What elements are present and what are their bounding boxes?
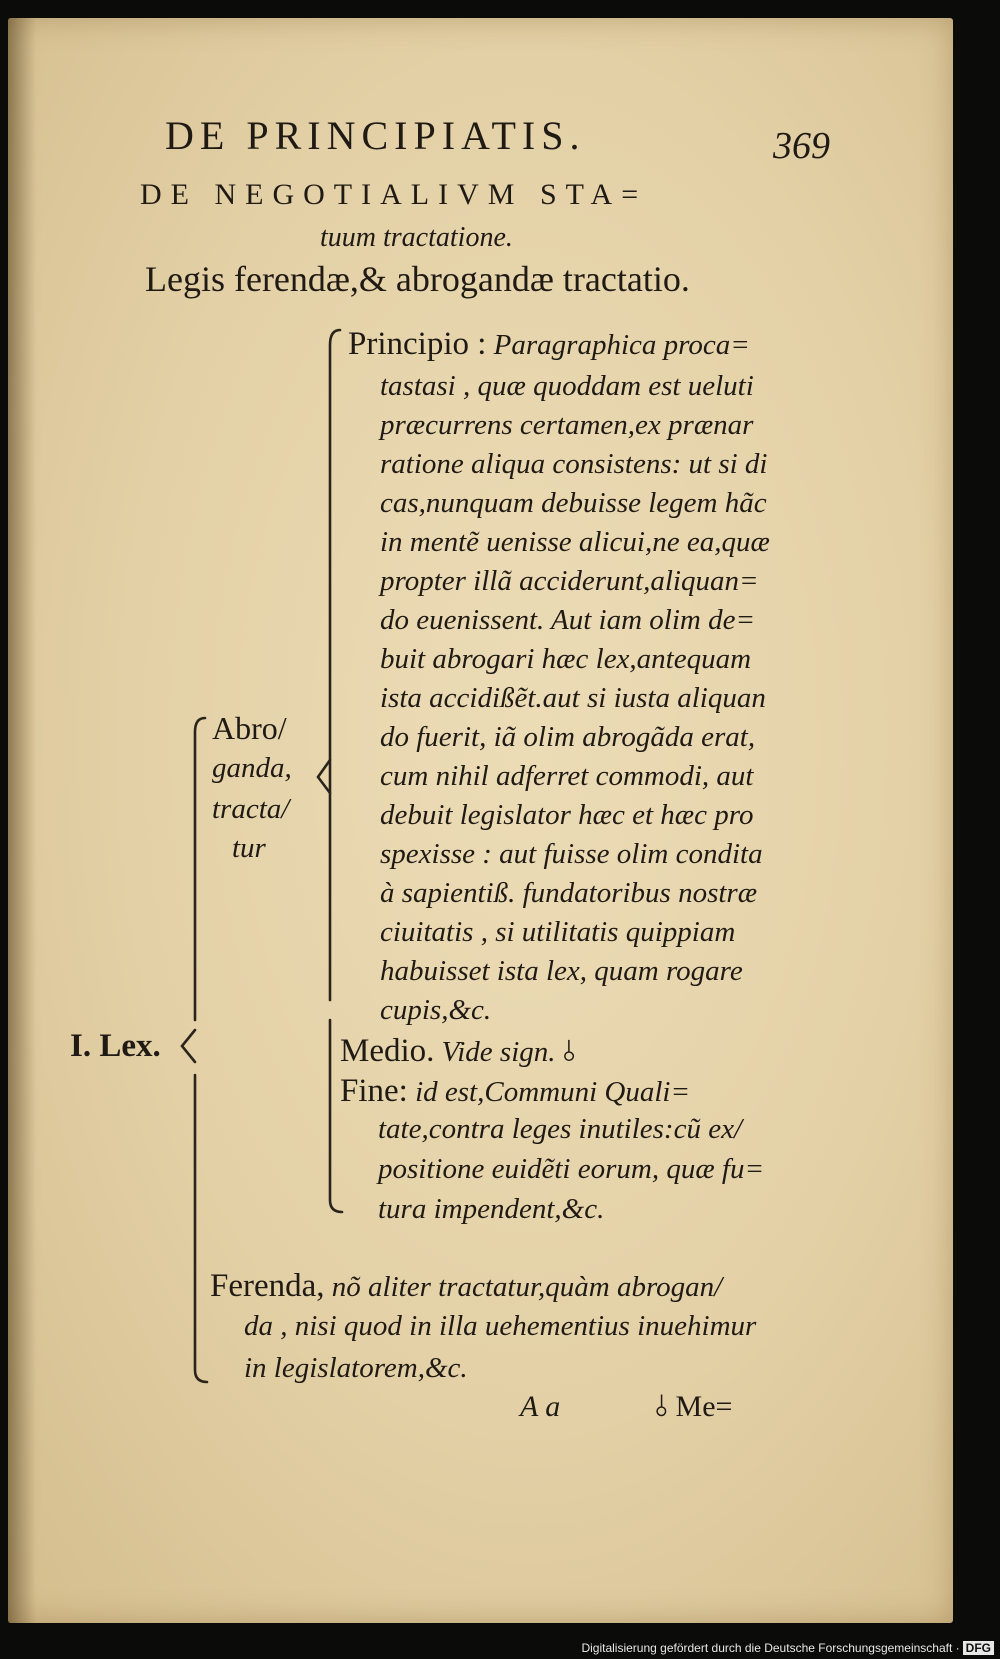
principio-line-16: habuisset ista lex, quam rogare: [380, 955, 743, 987]
heading-line-1: DE NEGOTIALIVM STA=: [140, 178, 648, 211]
abroganda-bracket: [195, 718, 205, 1020]
medio-line: [340, 1033, 575, 1070]
abroganda-label-3: tur: [232, 832, 266, 864]
ferenda-line-0: nõ aliter tractatur,quàm abrogan/: [331, 1271, 723, 1303]
principio-line-14: à sapientiß. fundatoribus nostræ: [380, 877, 758, 909]
ferenda-lead: Ferenda,: [210, 1268, 325, 1304]
principio-first-line: [348, 326, 750, 363]
fine-line-0: id est,Communi Quali=: [415, 1076, 691, 1108]
sign-mark-icon: ⫰: [562, 1036, 576, 1068]
principio-line-17: cupis,&c.: [380, 994, 492, 1026]
principio-bracket: [330, 330, 340, 1000]
principio-line-6: propter illã acciderunt,aliquan=: [380, 565, 759, 597]
principio-line-0: Paragraphica proca=: [493, 329, 750, 361]
principio-line-2: præcurrens certamen,ex prænar: [380, 409, 754, 441]
fine-line-2: positione euidẽti eorum, quæ fu=: [378, 1153, 765, 1185]
principio-line-12: debuit legislator hæc et hæc pro: [380, 799, 754, 831]
abroganda-label-2: tracta/: [212, 793, 290, 825]
page-number: 369: [773, 125, 830, 167]
principio-lead: Principio :: [348, 326, 487, 362]
abroganda-label-1: ganda,: [212, 752, 292, 784]
fine-line-3: tura impendent,&c.: [378, 1193, 605, 1225]
digitization-credit: [581, 1641, 994, 1655]
principio-line-11: cum nihil adferret commodi, aut: [380, 760, 754, 792]
abroganda-brace-point: [318, 760, 330, 793]
principio-line-13: spexisse : aut fuisse olim condita: [380, 838, 763, 870]
dfg-logo: DFG: [963, 1641, 994, 1655]
lex-brace-point: [182, 1030, 195, 1062]
principio-line-9: ista accidißẽt.aut si iusta aliquan: [380, 682, 766, 714]
running-header-title: DE PRINCIPIATIS.: [165, 113, 586, 158]
lex-bracket: [195, 1075, 207, 1382]
ferenda-line-2: in legislatorem,&c.: [244, 1352, 468, 1384]
principio-line-15: ciuitatis , si utilitatis quippiam: [380, 916, 736, 948]
fine-first-line: [340, 1073, 690, 1110]
credit-text: Digitalisierung gefördert durch die Deutsche Forschungsgemeinschaft ·: [581, 1641, 960, 1655]
principio-line-10: do fuerit, iã olim abrogãda erat,: [380, 721, 756, 753]
heading-line-3: Legis ferendæ,& abrogandæ tractatio.: [145, 259, 690, 299]
principio-line-7: do euenissent. Aut iam olim de=: [380, 604, 756, 636]
ferenda-line-1: da , nisi quod in illa uehementius inuehimur: [244, 1310, 757, 1342]
fine-line-1: tate,contra leges inutiles:cũ ex/: [378, 1113, 743, 1145]
principio-line-1: tastasi , quæ quoddam est ueluti: [380, 370, 754, 402]
catchword: ⫰ Me=: [655, 1390, 733, 1423]
root-label: I. Lex.: [70, 1028, 161, 1064]
principio-line-8: buit abrogari hæc lex,antequam: [380, 643, 752, 675]
principio-line-4: cas,nunquam debuisse legem hãc: [380, 487, 767, 519]
ferenda-first-line: [210, 1268, 722, 1305]
signature-mark: A a: [520, 1390, 561, 1423]
heading-line-2: tuum tractatione.: [320, 222, 513, 253]
fine-lead: Fine:: [340, 1073, 408, 1109]
medio-lead: Medio.: [340, 1033, 435, 1069]
principio-line-5: in mentẽ uenisse alicui,ne ea,quæ: [380, 526, 770, 558]
medio-text: Vide sign.: [441, 1036, 556, 1068]
principio-line-3: ratione aliqua consistens: ut si di: [380, 448, 768, 480]
abroganda-label-0: Abro/: [212, 710, 287, 746]
